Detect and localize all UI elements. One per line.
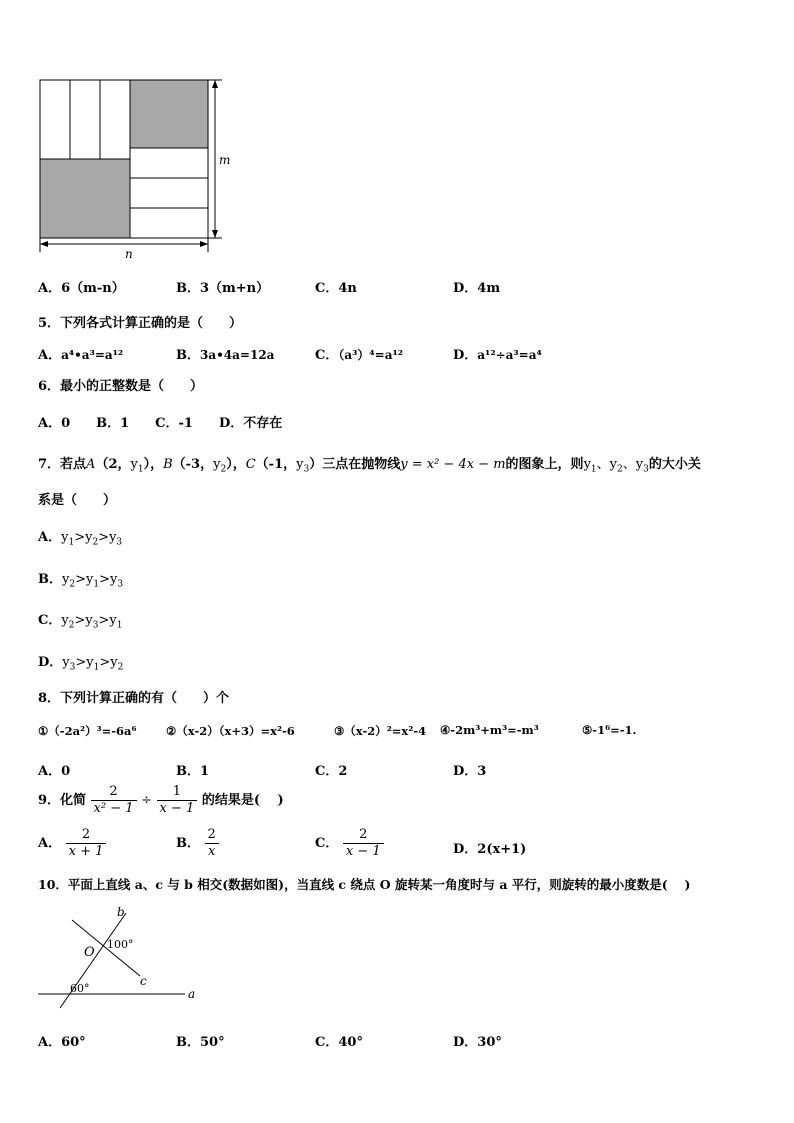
q9-option-a[interactable]: A． $\frac{2}{x + 1}$: [38, 827, 106, 860]
q9-stem: 9．化简 $\frac{2}{\text{x² − 1}}$ ÷ $\frac{1}{x - 1}$ 的结果是( ): [38, 784, 284, 816]
q7-option-b[interactable]: B．$y_2>y_1>y_3$: [38, 572, 124, 590]
q9-option-d[interactable]: D．2(x+1): [453, 842, 527, 857]
shaded-rect-bottom: [40, 159, 130, 238]
arrow-head: [200, 241, 208, 247]
label-m: m: [219, 153, 231, 167]
q5-option-a[interactable]: A．a⁴•a³=a¹²: [38, 348, 124, 363]
label-b: b: [117, 905, 125, 919]
q9-option-b[interactable]: B． $\frac{2}{x}$: [176, 827, 219, 860]
q8-item-4: ④-2m³+m³=-m³: [440, 723, 539, 737]
q8-item-5: ⑤-1⁶=-1.: [582, 723, 637, 737]
label-60-degree: 60°: [70, 982, 90, 995]
label-O: O: [84, 945, 95, 960]
label-n: n: [125, 247, 133, 261]
shaded-rect-top: [130, 80, 208, 148]
q8-item-2: ②（x-2）（x+3）=x²-6: [166, 724, 295, 738]
q10-option-b[interactable]: B．50°: [176, 1035, 225, 1050]
rectangle-figure: [30, 72, 240, 262]
q4-option-a[interactable]: A．6（m-n）: [38, 281, 125, 296]
arrow-head: [212, 80, 218, 88]
q8-option-d[interactable]: D．3: [453, 764, 487, 779]
q5-option-d[interactable]: D．a¹²÷a³=a⁴: [453, 348, 542, 363]
q8-option-c[interactable]: C．2: [315, 764, 348, 779]
label-c: c: [140, 974, 147, 988]
q9-option-c[interactable]: C． $\frac{2}{x - 1}$: [315, 827, 384, 860]
q10-option-c[interactable]: C．40°: [315, 1035, 363, 1050]
q4-option-c[interactable]: C．4n: [315, 281, 357, 296]
q7-option-d[interactable]: D．$y_3>y_1>y_2$: [38, 655, 124, 673]
q10-stem: 10．平面上直线 a、c 与 b 相交(数据如图)，当直线 c 绕点 O 旋转某一角度时与 a 平行，则旋转的最小度数是( ): [38, 877, 691, 892]
q7-stem: 7．若点A（2，$y_1$），B（-3，$y_2$），C（-1，$y_3$）三点在抛物线y = x² − 4x − m的图象上，则$y_1$、$y_2$、$y_3$的大小关: [38, 457, 701, 475]
q9-fraction-1: $\frac{2}{\text{x² − 1}}$: [91, 784, 137, 817]
q7-stem-line2: 系是（ ）: [38, 493, 117, 508]
lines-figure: [30, 898, 210, 1018]
q4-option-d[interactable]: D．4m: [453, 281, 501, 296]
arrow-head: [212, 230, 218, 238]
q7-option-c[interactable]: C．$y_2>y_3>y_1$: [38, 613, 123, 631]
q5-option-b[interactable]: B．3a•4a=12a: [176, 348, 275, 363]
q10-option-d[interactable]: D．30°: [453, 1035, 502, 1050]
q8-item-3: ③（x-2）²=x²-4: [334, 724, 427, 738]
arrow-head: [40, 241, 48, 247]
q8-stem: 8．下列计算正确的有（ ）个: [38, 691, 230, 706]
q8-option-a[interactable]: A．0: [38, 764, 71, 779]
q9-fraction-2: $\frac{1}{x - 1}$: [157, 784, 198, 817]
q6-stem: 6．最小的正整数是（ ）: [38, 379, 204, 394]
q6-options[interactable]: A．0 B．1 C．-1 D．不存在: [38, 416, 283, 431]
q7-option-a[interactable]: A．$y_1>y_2>y_3$: [38, 530, 123, 548]
q10-option-a[interactable]: A．60°: [38, 1035, 86, 1050]
q8-item-1: ①（-2a²）³=-6a⁶: [38, 724, 137, 738]
q4-option-b[interactable]: B．3（m+n）: [176, 281, 270, 296]
q5-stem: 5．下列各式计算正确的是（ ）: [38, 316, 243, 331]
label-100-degree: 100°: [107, 938, 134, 951]
q5-option-c[interactable]: C．（a³）⁴=a¹²: [315, 348, 403, 363]
label-a: a: [188, 987, 196, 1001]
q8-option-b[interactable]: B．1: [176, 764, 210, 779]
